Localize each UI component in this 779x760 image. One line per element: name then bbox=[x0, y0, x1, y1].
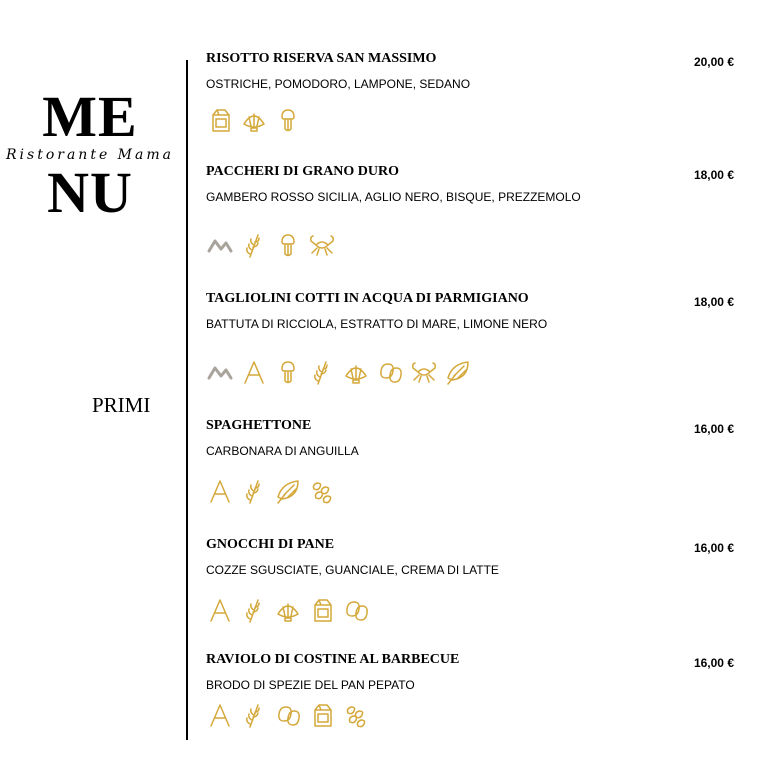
wheat-icon bbox=[240, 701, 268, 729]
letter-a-icon bbox=[206, 596, 234, 624]
brand-line2: NU bbox=[47, 160, 133, 225]
milk-carton-icon bbox=[308, 596, 336, 624]
crab-icon bbox=[410, 358, 438, 386]
dish-price: 16,00 € bbox=[693, 656, 734, 670]
dish-price: 20,00 € bbox=[693, 55, 734, 69]
celery-icon bbox=[274, 106, 302, 134]
letter-a-icon bbox=[206, 701, 234, 729]
brand-script-name: Ristorante Mama bbox=[6, 147, 174, 163]
crab-icon bbox=[308, 231, 336, 259]
sulphite-icon bbox=[206, 231, 234, 259]
allergen-icons bbox=[206, 358, 472, 386]
dish-description: CARBONARA DI ANGUILLA bbox=[206, 444, 359, 458]
wheat-icon bbox=[308, 358, 336, 386]
dish-description: OSTRICHE, POMODORO, LAMPONE, SEDANO bbox=[206, 77, 471, 91]
dish-description: COZZE SGUSCIATE, GUANCIALE, CREMA DI LATTE bbox=[206, 563, 499, 577]
dish-price: 16,00 € bbox=[693, 541, 734, 555]
divider-line bbox=[186, 60, 188, 740]
dish-description: GAMBERO ROSSO SICILIA, AGLIO NERO, BISQUE, PREZZEMOLO bbox=[206, 190, 581, 204]
milk-carton-icon bbox=[308, 701, 336, 729]
dish-item bbox=[206, 290, 746, 331]
letter-a-icon bbox=[240, 358, 268, 386]
egg-icon bbox=[376, 358, 404, 386]
fish-icon bbox=[274, 477, 302, 505]
dish-item bbox=[206, 163, 746, 204]
wheat-icon bbox=[240, 477, 268, 505]
dish-item bbox=[206, 417, 746, 458]
sulphite-icon bbox=[206, 358, 234, 386]
egg-icon bbox=[274, 701, 302, 729]
dish-name: RISOTTO RISERVA SAN MASSIMO bbox=[206, 51, 437, 66]
lupin-icon bbox=[342, 701, 370, 729]
allergen-icons bbox=[206, 106, 302, 134]
dish-name: TAGLIOLINI COTTI IN ACQUA DI PARMIGIANO bbox=[206, 291, 529, 306]
dish-item bbox=[206, 536, 746, 577]
egg-icon bbox=[342, 596, 370, 624]
dish-name: SPAGHETTONE bbox=[206, 418, 312, 433]
wheat-icon bbox=[240, 231, 268, 259]
dish-description: BRODO DI SPEZIE DEL PAN PEPATO bbox=[206, 678, 415, 692]
dish-description: BATTUTA DI RICCIOLA, ESTRATTO DI MARE, LIMONE NERO bbox=[206, 317, 548, 331]
dish-item bbox=[206, 50, 746, 91]
allergen-icons bbox=[206, 596, 370, 624]
wheat-icon bbox=[240, 596, 268, 624]
allergen-icons bbox=[206, 477, 336, 505]
letter-a-icon bbox=[206, 477, 234, 505]
dish-name: GNOCCHI DI PANE bbox=[206, 537, 335, 552]
fish-icon bbox=[444, 358, 472, 386]
dish-price: 18,00 € bbox=[693, 295, 734, 309]
shell-icon bbox=[274, 596, 302, 624]
allergen-icons bbox=[206, 701, 370, 729]
dish-name: PACCHERI DI GRANO DURO bbox=[206, 164, 400, 179]
section-title: PRIMI bbox=[92, 393, 151, 417]
celery-icon bbox=[274, 231, 302, 259]
celery-icon bbox=[274, 358, 302, 386]
allergen-icons bbox=[206, 231, 336, 259]
dish-item bbox=[206, 651, 746, 692]
lupin-icon bbox=[308, 477, 336, 505]
milk-carton-icon bbox=[206, 106, 234, 134]
shell-icon bbox=[342, 358, 370, 386]
brand-logo bbox=[0, 84, 180, 225]
dish-name: RAVIOLO DI COSTINE AL BARBECUE bbox=[206, 652, 460, 667]
brand-line1: ME bbox=[42, 84, 138, 149]
dish-price: 18,00 € bbox=[693, 168, 734, 182]
dish-price: 16,00 € bbox=[693, 422, 734, 436]
shell-icon bbox=[240, 106, 268, 134]
